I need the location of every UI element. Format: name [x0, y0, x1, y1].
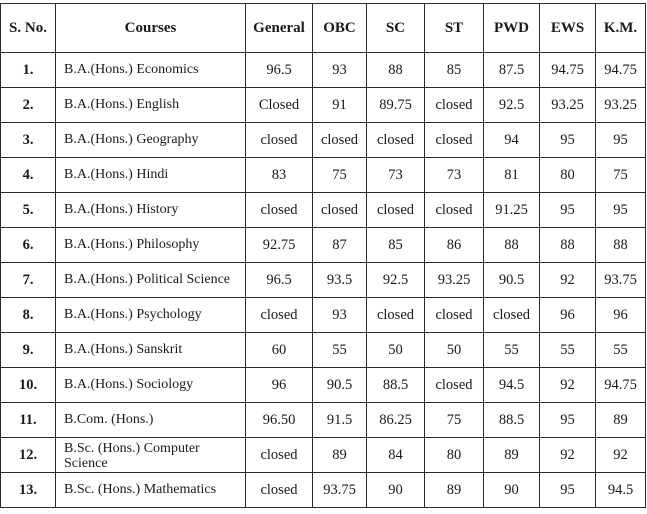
cell-general: 60: [246, 333, 313, 368]
cell-course: B.A.(Hons.) Hindi: [56, 158, 246, 193]
cell-pwd: 81: [484, 158, 540, 193]
cell-st: closed: [425, 123, 484, 158]
table-row: [1, 403, 646, 438]
cell-ews: 95: [540, 123, 596, 158]
header-ews: EWS: [540, 4, 596, 53]
cell-pwd: 90.5: [484, 263, 540, 298]
cell-ews: 94.75: [540, 53, 596, 88]
cell-st: 73: [425, 158, 484, 193]
cell-sno: 5.: [1, 193, 56, 228]
table-row: [1, 158, 646, 193]
cell-course: B.A.(Hons.) Psychology: [56, 298, 246, 333]
table-row: [1, 228, 646, 263]
header-courses: Courses: [56, 4, 246, 53]
cell-sno: 6.: [1, 228, 56, 263]
cell-km: 93.25: [596, 88, 646, 123]
cell-sc: closed: [367, 193, 425, 228]
cell-km: 92: [596, 438, 646, 473]
table-row: [1, 298, 646, 333]
cell-sno: 12.: [1, 438, 56, 473]
cell-course: B.A.(Hons.) Sanskrit: [56, 333, 246, 368]
cell-pwd: 88.5: [484, 403, 540, 438]
cell-ews: 80: [540, 158, 596, 193]
cell-km: 93.75: [596, 263, 646, 298]
cell-general: closed: [246, 473, 313, 508]
cell-general: 96.50: [246, 403, 313, 438]
cell-ews: 88: [540, 228, 596, 263]
cell-km: 55: [596, 333, 646, 368]
cell-sc: 85: [367, 228, 425, 263]
cell-ews: 95: [540, 193, 596, 228]
cell-general: Closed: [246, 88, 313, 123]
cell-obc: closed: [313, 193, 367, 228]
cell-sno: 13.: [1, 473, 56, 508]
header-km: K.M.: [596, 4, 646, 53]
cell-km: 94.75: [596, 368, 646, 403]
cell-ews: 55: [540, 333, 596, 368]
cell-course: B.A.(Hons.) History: [56, 193, 246, 228]
cell-general: 96.5: [246, 263, 313, 298]
cell-ews: 95: [540, 473, 596, 508]
cell-st: closed: [425, 298, 484, 333]
cell-obc: 93.5: [313, 263, 367, 298]
cell-obc: closed: [313, 123, 367, 158]
cell-general: closed: [246, 123, 313, 158]
cell-km: 75: [596, 158, 646, 193]
cell-st: 50: [425, 333, 484, 368]
cell-km: 89: [596, 403, 646, 438]
cell-pwd: 87.5: [484, 53, 540, 88]
cell-pwd: 94: [484, 123, 540, 158]
header-row: [1, 4, 646, 53]
table-row: [1, 88, 646, 123]
cell-obc: 91: [313, 88, 367, 123]
cell-pwd: 89: [484, 438, 540, 473]
cell-sno: 11.: [1, 403, 56, 438]
cell-pwd: 91.25: [484, 193, 540, 228]
cell-obc: 55: [313, 333, 367, 368]
cell-course: B.A.(Hons.) Philosophy: [56, 228, 246, 263]
cell-sno: 2.: [1, 88, 56, 123]
cell-st: closed: [425, 88, 484, 123]
cell-pwd: 55: [484, 333, 540, 368]
table-row: [1, 263, 646, 298]
cell-st: closed: [425, 368, 484, 403]
cell-st: 86: [425, 228, 484, 263]
cell-sc: 50: [367, 333, 425, 368]
cell-km: 94.75: [596, 53, 646, 88]
cell-general: 96: [246, 368, 313, 403]
cell-st: 80: [425, 438, 484, 473]
cell-course: B.A.(Hons.) Geography: [56, 123, 246, 158]
table-row: [1, 193, 646, 228]
cell-sc: 90: [367, 473, 425, 508]
cell-obc: 90.5: [313, 368, 367, 403]
cell-sno: 10.: [1, 368, 56, 403]
header-general: General: [246, 4, 313, 53]
cell-st: closed: [425, 193, 484, 228]
cell-general: closed: [246, 438, 313, 473]
cell-st: 85: [425, 53, 484, 88]
cell-km: 88: [596, 228, 646, 263]
cell-sc: 89.75: [367, 88, 425, 123]
cell-general: 92.75: [246, 228, 313, 263]
header-sno: S. No.: [1, 4, 56, 53]
cell-course: B.Sc. (Hons.) Mathematics: [56, 473, 246, 508]
table-row: [1, 473, 646, 508]
cell-sc: 88: [367, 53, 425, 88]
cell-sc: closed: [367, 298, 425, 333]
cell-course: B.A.(Hons.) English: [56, 88, 246, 123]
cell-sno: 4.: [1, 158, 56, 193]
cell-sno: 7.: [1, 263, 56, 298]
cell-ews: 93.25: [540, 88, 596, 123]
cell-st: 89: [425, 473, 484, 508]
cell-course: B.A.(Hons.) Sociology: [56, 368, 246, 403]
cell-obc: 93: [313, 298, 367, 333]
cell-course: B.Com. (Hons.): [56, 403, 246, 438]
cell-general: 83: [246, 158, 313, 193]
cell-obc: 87: [313, 228, 367, 263]
cell-sc: 73: [367, 158, 425, 193]
cell-general: 96.5: [246, 53, 313, 88]
cell-sc: 86.25: [367, 403, 425, 438]
cell-obc: 93: [313, 53, 367, 88]
cell-course: B.A.(Hons.) Political Science: [56, 263, 246, 298]
cell-sno: 9.: [1, 333, 56, 368]
table-row: [1, 123, 646, 158]
cell-sno: 3.: [1, 123, 56, 158]
cell-sc: 92.5: [367, 263, 425, 298]
cell-obc: 89: [313, 438, 367, 473]
cell-general: closed: [246, 193, 313, 228]
cell-sc: 84: [367, 438, 425, 473]
cell-general: closed: [246, 298, 313, 333]
cell-km: 94.5: [596, 473, 646, 508]
cell-pwd: 94.5: [484, 368, 540, 403]
table-row: [1, 53, 646, 88]
cell-obc: 93.75: [313, 473, 367, 508]
cell-ews: 96: [540, 298, 596, 333]
cell-sc: closed: [367, 123, 425, 158]
cell-obc: 91.5: [313, 403, 367, 438]
cell-pwd: closed: [484, 298, 540, 333]
cell-ews: 92: [540, 263, 596, 298]
cell-course: B.A.(Hons.) Economics: [56, 53, 246, 88]
cell-km: 96: [596, 298, 646, 333]
cell-sc: 88.5: [367, 368, 425, 403]
header-st: ST: [425, 4, 484, 53]
table-row: [1, 368, 646, 403]
cell-pwd: 90: [484, 473, 540, 508]
header-pwd: PWD: [484, 4, 540, 53]
cell-ews: 92: [540, 438, 596, 473]
header-sc: SC: [367, 4, 425, 53]
header-obc: OBC: [313, 4, 367, 53]
cell-km: 95: [596, 123, 646, 158]
cell-course: B.Sc. (Hons.) Computer Science: [56, 438, 246, 473]
cell-st: 93.25: [425, 263, 484, 298]
cell-sno: 1.: [1, 53, 56, 88]
cell-km: 95: [596, 193, 646, 228]
cell-ews: 92: [540, 368, 596, 403]
cell-pwd: 88: [484, 228, 540, 263]
cutoff-table: [0, 3, 646, 508]
cell-sno: 8.: [1, 298, 56, 333]
cell-pwd: 92.5: [484, 88, 540, 123]
cell-st: 75: [425, 403, 484, 438]
table-row: [1, 333, 646, 368]
table-row: [1, 438, 646, 473]
cell-ews: 95: [540, 403, 596, 438]
cell-obc: 75: [313, 158, 367, 193]
